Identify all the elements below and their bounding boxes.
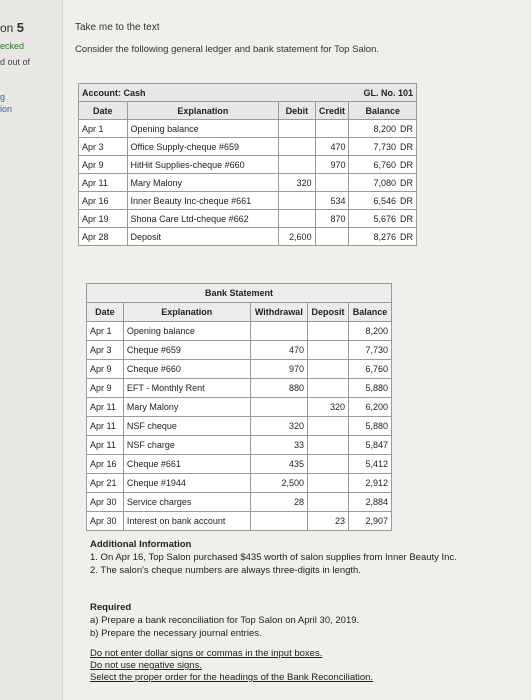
ledger-cell-balance: 7,730 [349, 138, 399, 156]
bank-cell-explanation: Mary Malony [123, 398, 250, 417]
bank-cell-balance: 5,412 [348, 455, 391, 474]
ledger-cell-credit: 534 [315, 192, 349, 210]
question-status: ecked [0, 41, 25, 51]
bank-cell-deposit [308, 417, 349, 436]
ledger-cell-debit [279, 138, 315, 156]
ledger-cell-debit: 320 [279, 174, 315, 192]
ledger-cell-balance: 7,080 [349, 174, 399, 192]
ledger-cell-debit: 2,600 [279, 228, 315, 246]
bank-cell-explanation: Cheque #661 [123, 455, 250, 474]
bank-statement-table [86, 283, 392, 531]
bank-header-row [87, 303, 392, 322]
ledger-cell-date: Apr 19 [79, 210, 128, 228]
ledger-gl-number: GL. No. 101 [315, 84, 416, 102]
bank-cell-explanation: Service charges [123, 493, 250, 512]
ledger-col-date: Date [79, 102, 128, 120]
bank-cell-balance: 6,200 [348, 398, 391, 417]
note-item: Do not enter dollar signs or commas in the input boxes. [90, 648, 323, 659]
bank-cell-withdrawal: 435 [250, 455, 307, 474]
ledger-row [79, 192, 417, 210]
ledger-row [79, 156, 417, 174]
ledger-row [79, 138, 417, 156]
bank-cell-date: Apr 30 [87, 512, 124, 531]
ledger-cell-date: Apr 28 [79, 228, 128, 246]
bank-row [87, 493, 392, 512]
bank-cell-date: Apr 21 [87, 474, 124, 493]
required-item: a) Prepare a bank reconciliation for Top Salon on April 30, 2019. [90, 615, 360, 626]
bank-cell-withdrawal [250, 398, 307, 417]
bank-row [87, 436, 392, 455]
bank-cell-deposit [308, 493, 349, 512]
bank-cell-balance: 2,884 [348, 493, 391, 512]
bank-cell-date: Apr 11 [87, 417, 124, 436]
bank-cell-deposit [308, 360, 349, 379]
bank-col-explanation: Explanation [123, 303, 250, 322]
bank-cell-balance: 2,907 [348, 512, 391, 531]
ledger-cell-debit [279, 192, 315, 210]
question-points: d out of [0, 57, 31, 67]
question-intro: Consider the following general ledger and bank statement for Top Salon. [75, 44, 380, 55]
ledger-cell-balance: 6,760 [349, 156, 399, 174]
bank-cell-explanation: NSF charge [123, 436, 250, 455]
ledger-cell-credit: 470 [315, 138, 349, 156]
bank-cell-balance: 5,880 [348, 379, 391, 398]
bank-cell-withdrawal: 470 [250, 341, 307, 360]
ledger-cell-explanation: Office Supply-cheque #659 [127, 138, 279, 156]
bank-cell-explanation: Cheque #659 [123, 341, 250, 360]
ledger-col-debit: Debit [279, 102, 315, 120]
ledger-cell-balance: 6,546 [349, 192, 399, 210]
ledger-cell-explanation: Inner Beauty Inc-cheque #661 [127, 192, 279, 210]
bank-cell-withdrawal: 33 [250, 436, 307, 455]
additional-info-item: 2. The salon's cheque numbers are always three-digits in length. [90, 565, 361, 576]
bank-statement-title: Bank Statement [87, 284, 392, 303]
ledger-cell-date: Apr 1 [79, 120, 128, 138]
ledger-cell-date: Apr 16 [79, 192, 128, 210]
bank-cell-explanation: Interest on bank account [123, 512, 250, 531]
ledger-cell-explanation: HitHit Supplies-cheque #660 [127, 156, 279, 174]
ledger-cell-date: Apr 11 [79, 174, 128, 192]
ledger-cell-debit [279, 120, 315, 138]
bank-row [87, 474, 392, 493]
ledger-cell-credit [315, 120, 349, 138]
bank-col-withdrawal: Withdrawal [250, 303, 307, 322]
required-section [90, 601, 359, 640]
ledger-row [79, 120, 417, 138]
ledger-cell-balance: 8,276 [349, 228, 399, 246]
ledger-col-credit: Credit [315, 102, 349, 120]
ledger-cell-explanation: Deposit [127, 228, 279, 246]
bank-cell-date: Apr 1 [87, 322, 124, 341]
bank-cell-deposit [308, 455, 349, 474]
ledger-row [79, 228, 417, 246]
bank-row [87, 417, 392, 436]
bank-cell-balance: 5,880 [348, 417, 391, 436]
bank-cell-deposit: 23 [308, 512, 349, 531]
required-item: b) Prepare the necessary journal entries. [90, 628, 262, 639]
ledger-account-row [79, 84, 417, 102]
note-item: Select the proper order for the headings of the Bank Reconciliation. [90, 672, 374, 683]
ledger-cell-date: Apr 3 [79, 138, 128, 156]
ledger-cell-balance: 8,200 [349, 120, 399, 138]
bank-row [87, 455, 392, 474]
ledger-cell-balance: 5,676 [349, 210, 399, 228]
bank-cell-balance: 8,200 [348, 322, 391, 341]
ledger-cell-credit [315, 174, 349, 192]
bank-cell-balance: 7,730 [348, 341, 391, 360]
bank-col-deposit: Deposit [308, 303, 349, 322]
flag-question-link[interactable]: g [0, 92, 6, 102]
bank-title-row [87, 284, 392, 303]
bank-cell-deposit [308, 436, 349, 455]
bank-cell-date: Apr 9 [87, 360, 124, 379]
note-item: Do not use negative signs. [90, 660, 202, 671]
ledger-account-label: Account: Cash [79, 84, 316, 102]
question-number[interactable]: on 5 [0, 20, 24, 35]
bank-cell-deposit [308, 379, 349, 398]
bank-row [87, 398, 392, 417]
bank-cell-date: Apr 3 [87, 341, 124, 360]
bank-cell-explanation: NSF cheque [123, 417, 250, 436]
sidebar-divider [62, 0, 63, 700]
instructions-notes [90, 648, 373, 684]
bank-cell-date: Apr 11 [87, 398, 124, 417]
bank-cell-withdrawal: 2,500 [250, 474, 307, 493]
bank-col-date: Date [87, 303, 124, 322]
bank-cell-withdrawal: 970 [250, 360, 307, 379]
bank-cell-explanation: Opening balance [123, 322, 250, 341]
bank-cell-withdrawal: 28 [250, 493, 307, 512]
bank-cell-withdrawal [250, 512, 307, 531]
question-sidebar [0, 0, 62, 700]
bank-cell-balance: 6,760 [348, 360, 391, 379]
ledger-row [79, 210, 417, 228]
bank-row [87, 379, 392, 398]
bank-cell-deposit [308, 322, 349, 341]
bank-col-balance: Balance [348, 303, 391, 322]
ledger-cell-credit: 970 [315, 156, 349, 174]
general-ledger-table [78, 83, 417, 246]
bank-cell-balance: 2,912 [348, 474, 391, 493]
bank-cell-date: Apr 16 [87, 455, 124, 474]
bank-row [87, 512, 392, 531]
ledger-cell-debit [279, 210, 315, 228]
ledger-cell-drcr: DR [399, 192, 417, 210]
bank-cell-date: Apr 30 [87, 493, 124, 512]
ledger-cell-explanation: Shona Care Ltd-cheque #662 [127, 210, 279, 228]
ledger-cell-explanation: Opening balance [127, 120, 279, 138]
bank-cell-deposit [308, 474, 349, 493]
additional-info-heading: Additional Information [90, 539, 192, 550]
ledger-cell-explanation: Mary Malony [127, 174, 279, 192]
bank-cell-balance: 5,847 [348, 436, 391, 455]
ledger-row [79, 174, 417, 192]
ledger-cell-debit [279, 156, 315, 174]
ledger-cell-drcr: DR [399, 120, 417, 138]
bank-row [87, 360, 392, 379]
bank-cell-date: Apr 11 [87, 436, 124, 455]
ledger-cell-credit [315, 228, 349, 246]
ledger-cell-date: Apr 9 [79, 156, 128, 174]
bank-cell-explanation: EFT - Monthly Rent [123, 379, 250, 398]
skip-to-text-link[interactable]: Take me to the text [75, 22, 160, 33]
flag-question-link-text[interactable]: ion [0, 104, 13, 114]
additional-info-item: 1. On Apr 16, Top Salon purchased $435 worth of salon supplies from Inner Beauty Inc. [90, 552, 457, 563]
bank-cell-withdrawal: 320 [250, 417, 307, 436]
bank-cell-explanation: Cheque #1944 [123, 474, 250, 493]
bank-cell-deposit: 320 [308, 398, 349, 417]
ledger-cell-drcr: DR [399, 174, 417, 192]
ledger-cell-credit: 870 [315, 210, 349, 228]
additional-information [90, 538, 457, 577]
bank-cell-explanation: Cheque #660 [123, 360, 250, 379]
ledger-header-row [79, 102, 417, 120]
ledger-cell-drcr: DR [399, 156, 417, 174]
bank-row [87, 341, 392, 360]
bank-cell-date: Apr 9 [87, 379, 124, 398]
ledger-cell-drcr: DR [399, 210, 417, 228]
bank-cell-deposit [308, 341, 349, 360]
bank-row [87, 322, 392, 341]
bank-cell-withdrawal [250, 322, 307, 341]
ledger-col-balance: Balance [349, 102, 417, 120]
ledger-cell-drcr: DR [399, 228, 417, 246]
ledger-cell-drcr: DR [399, 138, 417, 156]
required-heading: Required [90, 602, 132, 613]
bank-cell-withdrawal: 880 [250, 379, 307, 398]
ledger-col-explanation: Explanation [127, 102, 279, 120]
